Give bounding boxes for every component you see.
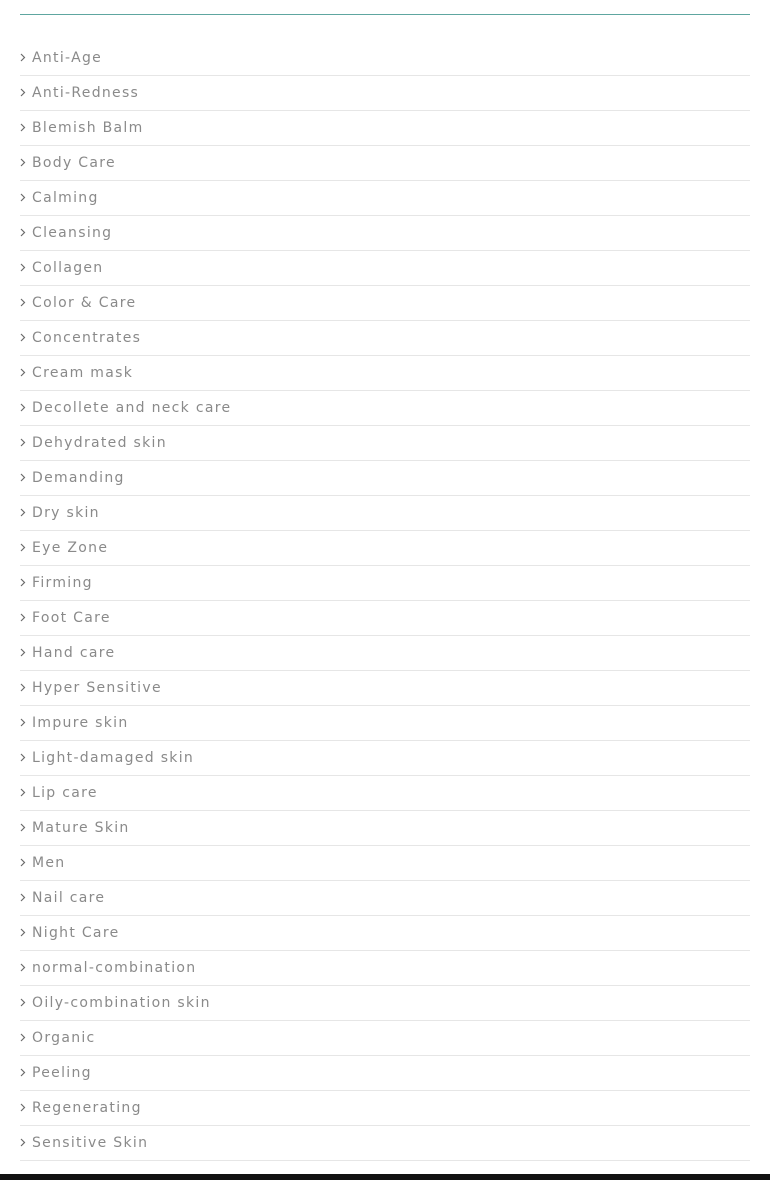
category-link[interactable] [20, 916, 750, 951]
category-label: Impure skin [32, 715, 129, 731]
chevron-right-icon [20, 298, 32, 307]
category-label: Foot Care [32, 610, 111, 626]
category-link[interactable] [20, 426, 750, 461]
category-label: Nail care [32, 890, 106, 906]
chevron-right-icon [20, 88, 32, 97]
category-link[interactable] [20, 391, 750, 426]
category-link[interactable] [20, 706, 750, 741]
chevron-right-icon [20, 123, 32, 132]
bottom-bar [0, 1174, 770, 1180]
category-link[interactable] [20, 636, 750, 671]
category-label: Mature Skin [32, 820, 130, 836]
category-label: Concentrates [32, 330, 142, 346]
chevron-right-icon [20, 368, 32, 377]
category-link[interactable] [20, 111, 750, 146]
chevron-right-icon [20, 718, 32, 727]
chevron-right-icon [20, 508, 32, 517]
chevron-right-icon [20, 753, 32, 762]
chevron-right-icon [20, 613, 32, 622]
category-label: Organic [32, 1030, 96, 1046]
category-label: Night Care [32, 925, 120, 941]
category-link[interactable] [20, 566, 750, 601]
category-label: normal-combination [32, 960, 197, 976]
category-label: Light-damaged skin [32, 750, 195, 766]
category-label: Lip care [32, 785, 98, 801]
category-label: Hand care [32, 645, 116, 661]
chevron-right-icon [20, 648, 32, 657]
chevron-right-icon [20, 158, 32, 167]
chevron-right-icon [20, 543, 32, 552]
category-label: Hyper Sensitive [32, 680, 162, 696]
category-link[interactable] [20, 951, 750, 986]
category-label: Regenerating [32, 1100, 142, 1116]
chevron-right-icon [20, 823, 32, 832]
category-label: Peeling [32, 1065, 92, 1081]
category-label: Calming [32, 190, 99, 206]
category-link[interactable] [20, 671, 750, 706]
chevron-right-icon [20, 333, 32, 342]
chevron-right-icon [20, 1138, 32, 1147]
category-label: Cream mask [32, 365, 134, 381]
category-label: Demanding [32, 470, 125, 486]
category-link[interactable] [20, 846, 750, 881]
category-link[interactable] [20, 1056, 750, 1091]
chevron-right-icon [20, 578, 32, 587]
category-link[interactable] [20, 601, 750, 636]
category-list [20, 41, 750, 1161]
category-label: Collagen [32, 260, 104, 276]
chevron-right-icon [20, 1068, 32, 1077]
category-label: Cleansing [32, 225, 113, 241]
category-link[interactable] [20, 216, 750, 251]
chevron-right-icon [20, 683, 32, 692]
category-label: Sensitive Skin [32, 1135, 149, 1151]
category-link[interactable] [20, 1091, 750, 1126]
category-label: Blemish Balm [32, 120, 144, 136]
chevron-right-icon [20, 788, 32, 797]
chevron-right-icon [20, 228, 32, 237]
category-link[interactable] [20, 531, 750, 566]
category-link[interactable] [20, 146, 750, 181]
category-label: Body Care [32, 155, 116, 171]
category-link[interactable] [20, 811, 750, 846]
category-link[interactable] [20, 286, 750, 321]
category-link[interactable] [20, 76, 750, 111]
category-link[interactable] [20, 496, 750, 531]
category-label: Dehydrated skin [32, 435, 167, 451]
category-label: Oily-combination skin [32, 995, 211, 1011]
category-link[interactable] [20, 1021, 750, 1056]
category-label: Firming [32, 575, 93, 591]
category-link[interactable] [20, 251, 750, 286]
category-label: Color & Care [32, 295, 137, 311]
category-link[interactable] [20, 881, 750, 916]
category-link[interactable] [20, 986, 750, 1021]
category-label: Eye Zone [32, 540, 109, 556]
chevron-right-icon [20, 193, 32, 202]
chevron-right-icon [20, 893, 32, 902]
category-link[interactable] [20, 741, 750, 776]
category-link[interactable] [20, 181, 750, 216]
chevron-right-icon [20, 963, 32, 972]
category-link[interactable] [20, 356, 750, 391]
category-link[interactable] [20, 41, 750, 76]
chevron-right-icon [20, 1103, 32, 1112]
chevron-right-icon [20, 438, 32, 447]
category-link[interactable] [20, 1126, 750, 1161]
chevron-right-icon [20, 263, 32, 272]
chevron-right-icon [20, 53, 32, 62]
category-label: Anti-Age [32, 50, 103, 66]
chevron-right-icon [20, 1033, 32, 1042]
category-link[interactable] [20, 776, 750, 811]
top-divider [20, 14, 750, 15]
category-link[interactable] [20, 461, 750, 496]
category-label: Dry skin [32, 505, 100, 521]
chevron-right-icon [20, 928, 32, 937]
category-link[interactable] [20, 321, 750, 356]
chevron-right-icon [20, 858, 32, 867]
category-label: Decollete and neck care [32, 400, 232, 416]
chevron-right-icon [20, 403, 32, 412]
category-label: Anti-Redness [32, 85, 140, 101]
category-label: Men [32, 855, 66, 871]
chevron-right-icon [20, 473, 32, 482]
chevron-right-icon [20, 998, 32, 1007]
